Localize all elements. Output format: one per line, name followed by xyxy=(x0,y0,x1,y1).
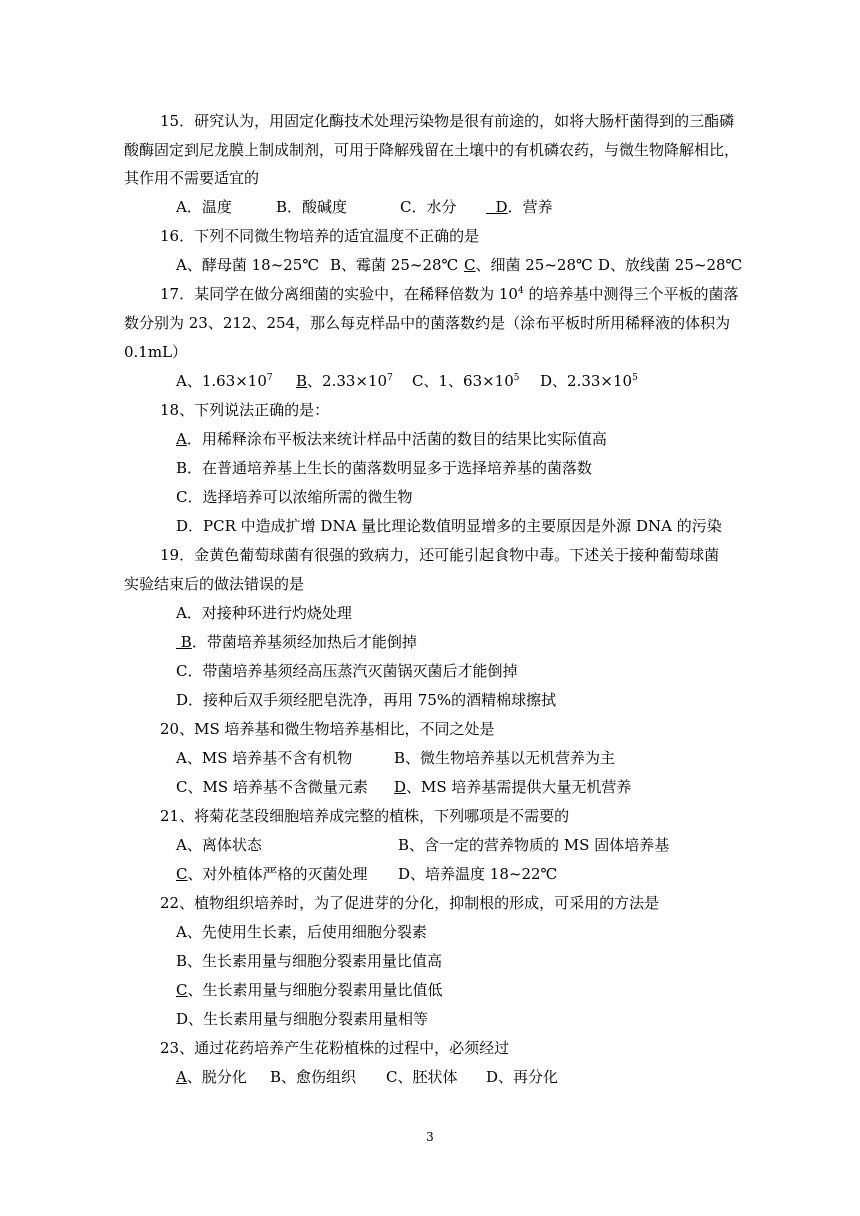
q23-option-b: B、愈伤组织 xyxy=(270,1068,357,1086)
q22-option-b: B、生长素用量与细胞分裂素用量比值高 xyxy=(176,952,443,970)
q19-option-c: C．带菌培养基须经高压蒸汽灭菌锅灭菌后才能倒掉 xyxy=(176,662,518,680)
q18-option-c: C．选择培养可以浓缩所需的微生物 xyxy=(176,488,413,506)
q19-option-a: A．对接种环进行灼烧处理 xyxy=(176,604,352,622)
q22-option-a: A、先使用生长素，后使用细胞分裂素 xyxy=(176,923,427,941)
q22-stem: 22、植物组织培养时，为了促进芽的分化，抑制根的形成，可采用的方法是 xyxy=(160,894,660,912)
q18-option-a: A．用稀释涂布平板法来统计样品中活菌的数目的结果比实际值高 xyxy=(176,430,607,448)
q17-line-2: 数分别为 23、212、254，那么每克样品中的菌落数约是（涂布平板时所用稀释液的体积为 xyxy=(124,314,731,332)
q19-option-b: B．带菌培养基须经加热后才能倒掉 xyxy=(180,633,417,651)
q22-option-d: D、生长素用量与细胞分裂素用量相等 xyxy=(176,1010,429,1028)
q17-line-3: 0.1mL） xyxy=(124,343,188,361)
q17-line-1: 17．某同学在做分离细菌的实验中，在稀释倍数为 $10^4$ 的培养基中测得三个平板的菌落 xyxy=(160,285,739,303)
q18-option-b: B．在普通培养基上生长的菌落数明显多于选择培养基的菌落数 xyxy=(176,459,593,477)
q16-stem: 16．下列不同微生物培养的适宜温度不正确的是 xyxy=(160,227,480,245)
q17-option-a: A、$1.63\times 10^7$ xyxy=(176,372,273,390)
q15-option-d: D．营养 xyxy=(495,198,553,216)
q21-option-d: D、培养温度 18~22℃ xyxy=(398,865,558,883)
q15-line-3: 其作用不需要适宜的 xyxy=(124,169,260,187)
q20-stem: 20、MS 培养基和微生物培养基相比，不同之处是 xyxy=(160,720,495,738)
q15-option-a: A．温度 xyxy=(176,198,232,216)
q19-line-1: 19．金黄色葡萄球菌有很强的致病力，还可能引起食物中毒。下述关于接种葡萄球菌 xyxy=(160,546,720,564)
q20-option-d: D、MS 培养基需提供大量无机营养 xyxy=(394,778,632,796)
q23-option-d: D、再分化 xyxy=(486,1068,559,1086)
q19-line-2: 实验结束后的做法错误的是 xyxy=(124,575,305,593)
q17-option-d: D、$2.33\times 10^5$ xyxy=(540,372,638,390)
q21-option-b: B、含一定的营养物质的 MS 固体培养基 xyxy=(398,836,670,854)
q23-option-c: C、胚状体 xyxy=(386,1068,458,1086)
q18-stem: 18、下列说法正确的是： xyxy=(160,401,330,419)
q20-option-a: A、MS 培养基不含有机物 xyxy=(176,749,353,767)
q16-option-c: C、细菌 25~28℃ xyxy=(464,256,593,274)
q15-line-1: 15．研究认为，用固定化酶技术处理污染物是很有前途的，如将大肠杆菌得到的三酯磷 xyxy=(160,112,735,130)
q22-option-c: C、生长素用量与细胞分裂素用量比值低 xyxy=(176,981,443,999)
q15-option-b: B．酸碱度 xyxy=(276,198,348,216)
q20-option-b: B、微生物培养基以无机营养为主 xyxy=(394,749,616,767)
q16-option-a: A、酵母菌 18~25℃ xyxy=(176,256,320,274)
q15-option-c: C．水分 xyxy=(400,198,457,216)
q18-option-d: D．PCR 中造成扩增 DNA 量比理论数值明显增多的主要原因是外源 DNA 的污染 xyxy=(176,517,722,535)
q23-option-a: A、脱分化 xyxy=(176,1068,247,1086)
q21-stem: 21、将菊花茎段细胞培养成完整的植株，下列哪项是不需要的 xyxy=(160,807,570,825)
q16-option-b: B、霉菌 25~28℃ xyxy=(330,256,459,274)
q20-option-c: C、MS 培养基不含微量元素 xyxy=(176,778,368,796)
q23-stem: 23、通过花药培养产生花粉植株的过程中，必须经过 xyxy=(160,1039,510,1057)
page-number: 3 xyxy=(426,1130,434,1144)
q16-option-d: D、放线菌 25~28℃ xyxy=(598,256,743,274)
q21-option-c: C、对外植体严格的灭菌处理 xyxy=(176,865,368,883)
q15-line-2: 酸酶固定到尼龙膜上制成制剂，可用于降解残留在土壤中的有机磷农药，与微生物降解相比， xyxy=(124,141,740,159)
q17-option-c: C、1、$63\times 10^5$ xyxy=(412,372,520,390)
q17-option-b: B、$2.33\times 10^7$ xyxy=(296,372,393,390)
q21-option-a: A、离体状态 xyxy=(176,836,262,854)
q19-option-d: D．接种后双手须经肥皂洗净，再用 75%的酒精棉球擦拭 xyxy=(176,691,557,709)
